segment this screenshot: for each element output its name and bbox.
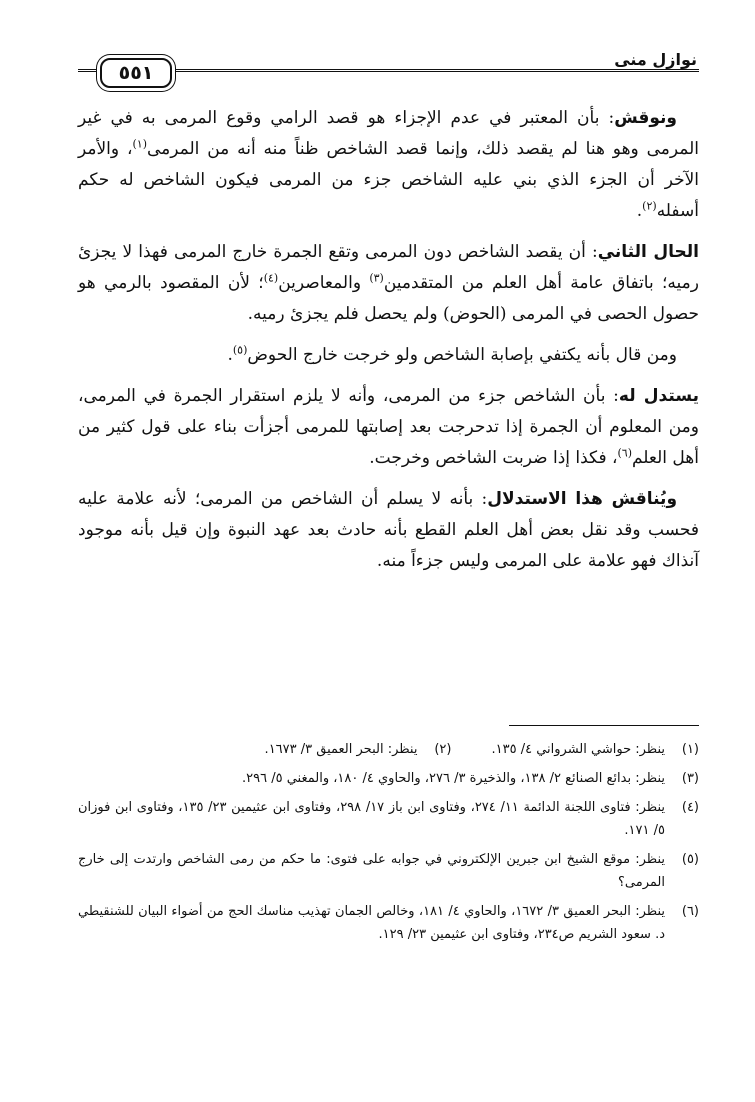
footnote-number: (٣) — [681, 771, 699, 786]
paragraph-text: : بأنه لا يسلم أن الشاخص من المرمى؛ لأنه علامة عليه فحسب وقد نقل بعض أهل العلم القطع بأنه حادث بعد عهد النبوة وإن قيل بأنه موجود آنذاك فهو علامة على المرمى وليس جزءاً منه. — [78, 489, 699, 571]
paragraph-lead: الحال الثاني — [597, 242, 699, 262]
paragraph-text: : بأن الشاخص جزء من المرمى، وأنه لا يلزم استقرار الجمرة في المرمى، ومن المعلوم أن الجمرة إذا تدحرجت بعد إصابتها للمرمى أجزأت بناء على قول كثير من أهل العلم — [78, 386, 699, 468]
footnote-number: (٦) — [681, 904, 699, 919]
footnote-ref[interactable]: (٤) — [263, 271, 279, 285]
footnote-number: (٤) — [681, 800, 699, 815]
paragraph-lead: ونوقش — [614, 108, 677, 128]
footnote-item — [78, 767, 699, 790]
footnote-text: ينظر: البحر العميق ٣/ ١٦٧٣. — [264, 742, 418, 757]
footnote-number: (١) — [681, 742, 699, 757]
paragraph-text: . — [227, 345, 233, 365]
paragraph-text: والمعاصرين — [278, 273, 370, 293]
footnote-item — [265, 738, 452, 761]
footnote-text: ينظر: حواشي الشرواني ٤/ ١٣٥. — [491, 742, 665, 757]
footnote-text: ينظر: موقع الشيخ ابن جبرين الإلكتروني في جوابه على فتوى: ما حكم من رمى الشاخص وارتدت إلى خارج المرمى؟ — [78, 852, 665, 890]
footnote-ref[interactable]: (٦) — [617, 446, 632, 460]
paragraph-text: ، فكذا إذا ضربت الشاخص وخرجت. — [369, 448, 618, 468]
footnote-row — [78, 738, 699, 761]
paragraph-objection — [78, 103, 699, 227]
footnote-number: (٢) — [434, 742, 452, 757]
paragraph-lead: ويُناقش هذا الاستدلال — [487, 489, 678, 509]
paragraph-text: ، والأمر الآخر أن الجزء الذي بني عليه الشاخص جزء من المرمى فيكون الشاخص له حكم أسفله — [78, 139, 699, 221]
paragraph-text: : أن يقصد الشاخص دون المرمى وتقع الجمرة خارج المرمى فهذا لا يجزئ رميه؛ باتفاق عامة أهل العلم من المتقدمين — [78, 242, 699, 293]
footnote-text: ينظر: بدائع الصنائع ٢/ ١٣٨، والذخيرة ٣/ ٢٧٦، والحاوي ٤/ ١٨٠، والمغني ٥/ ٢٩٦. — [241, 771, 665, 786]
footnote-number: (٥) — [681, 852, 699, 867]
footnote-text: ينظر: فتاوى اللجنة الدائمة ١١/ ٢٧٤، وفتاوى ابن باز ١٧/ ٢٩٨، وفتاوى ابن عثيمين ٢٣/ ١٣٥، وفتاوى ابن فوزان ٥/ ١٧١. — [78, 800, 666, 838]
main-text — [78, 103, 699, 577]
footnote-text: ينظر: البحر العميق ٣/ ١٦٧٢، والحاوي ٤/ ١٨١، وخالص الجمان تهذيب مناسك الحج من أضواء البيان للشنقيطي د. سعود الشريم ص٢٣٤، وفتاوى ابن عثيمين ٢٣/ ١٢٩. — [78, 904, 666, 942]
footnote-item — [491, 738, 699, 761]
footnote-ref[interactable]: (٣) — [369, 271, 384, 285]
footnote-ref[interactable]: (١) — [132, 137, 147, 151]
paragraph-lead: يستدل له — [618, 386, 699, 406]
paragraph-evidence — [78, 381, 699, 474]
paragraph-discussion — [78, 484, 699, 577]
footnote-ref[interactable]: (٥) — [232, 343, 248, 357]
footnote-item — [78, 796, 699, 842]
paragraph-text: . — [636, 201, 643, 221]
paragraph-second-case — [78, 237, 699, 330]
paragraph-opinion — [78, 340, 699, 371]
paragraph-text: ؛ لأن المقصود بالرمي هو حصول الحصى في المرمى (الحوض) ولم يحصل فلم يجزئ رميه. — [78, 273, 699, 324]
footnote-separator — [509, 725, 699, 726]
page-number: ٥٥١ — [100, 58, 172, 88]
running-title: نوازل منى — [614, 50, 697, 69]
paragraph-text: : بأن المعتبر في عدم الإجزاء هو قصد الرامي وقوع المرمى به في غير المرمى وهو هنا لم يقصد ذلك، وإنما قصد الشاخص ظناً منه أنه من المرمى — [78, 108, 699, 159]
paragraph-text: ومن قال بأنه يكتفي بإصابة الشاخص ولو خرجت خارج الحوض — [247, 345, 677, 365]
footnote-item — [78, 900, 699, 946]
footnote-ref[interactable]: (٢) — [642, 199, 657, 213]
footnotes — [78, 738, 699, 952]
footnote-item — [78, 848, 699, 894]
